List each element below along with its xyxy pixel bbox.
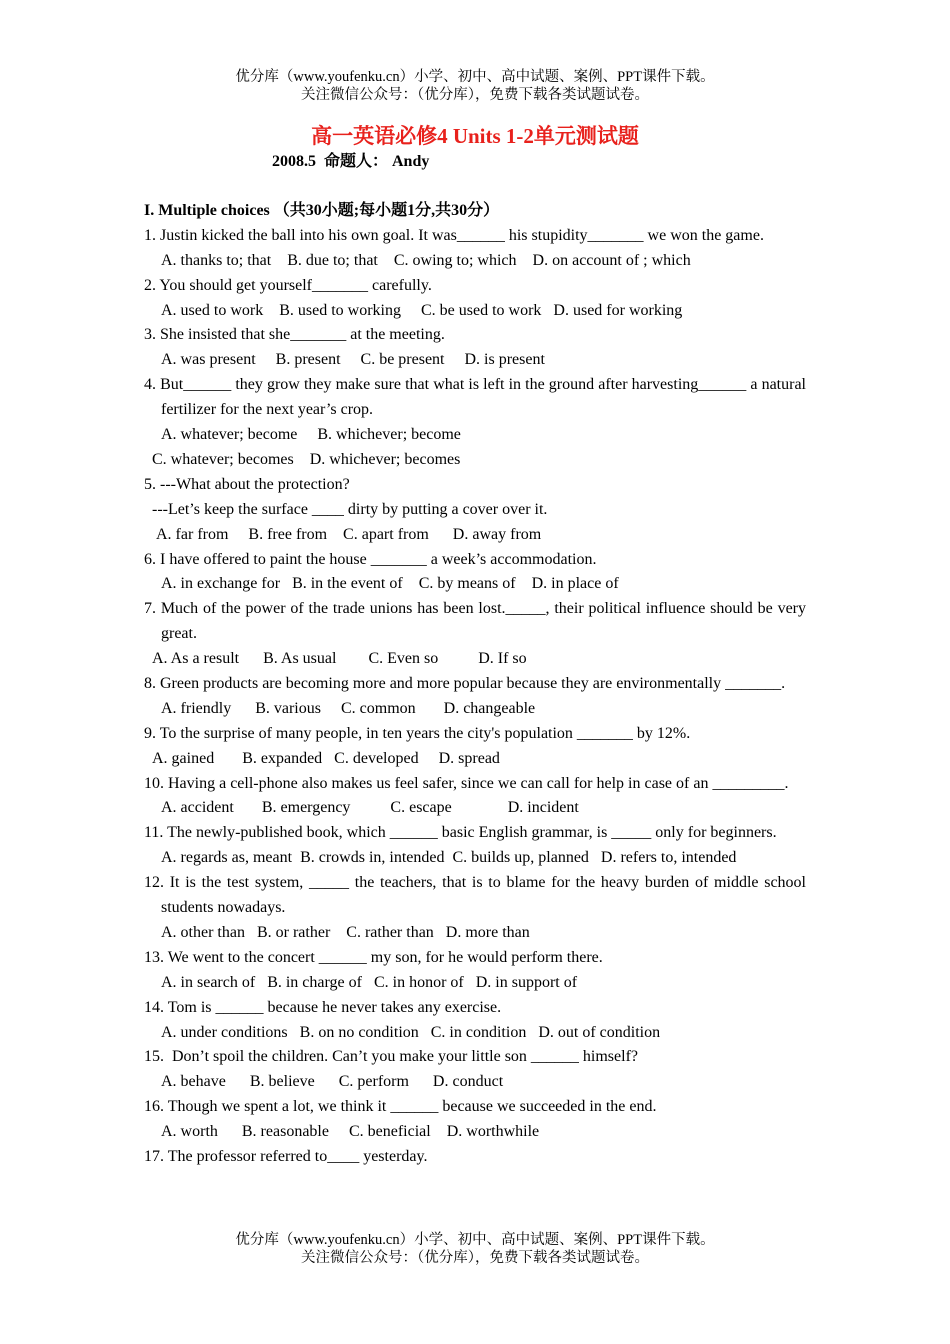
question-15: 15. Don’t spoil the children. Can’t you make your little son ______ himself?	[144, 1048, 639, 1066]
question-12: 12. It is the test system, _____ the teachers, that is to blame for the heavy burden of middle school students nowadays.	[144, 874, 806, 917]
question-14-options: A. under conditions B. on no condition C. in condition D. out of condition	[161, 1023, 661, 1041]
question-2-options: A. used to work B. used to working C. be used to work D. used for working	[161, 301, 683, 319]
question-17: 17. The professor referred to____ yesterday.	[144, 1147, 428, 1165]
header-banner-line-1: 优分库（www.youfenku.cn）小学、初中、高中试题、案例、PPT课件下载。	[235, 69, 715, 85]
header-banner-line-2: 关注微信公众号：（优分库），免费下载各类试题试卷。	[301, 87, 649, 103]
question-list	[144, 199, 806, 1170]
header-banner	[0, 68, 950, 104]
question-9: 9. To the surprise of many people, in ten years the city's population _______ by 12%.	[144, 724, 691, 742]
question-2: 2. You should get yourself_______ carefully.	[144, 276, 432, 294]
question-5-reply: ---Let’s keep the surface ____ dirty by putting a cover over it.	[152, 500, 548, 518]
footer-banner-line-1: 优分库（www.youfenku.cn）小学、初中、高中试题、案例、PPT课件下载。	[235, 1232, 715, 1248]
question-8: 8. Green products are becoming more and more popular because they are environmentally _______.	[144, 674, 786, 692]
page-title: 高一英语必修4 Units 1-2单元测试题	[311, 124, 639, 148]
question-7: 7. Much of the power of the trade unions has been lost._____, their political influence should be very great.	[144, 600, 806, 643]
question-3-options: A. was present B. present C. be present D. is present	[161, 351, 545, 369]
question-11-options: A. regards as, meant B. crowds in, intended C. builds up, planned D. refers to, intended	[161, 849, 737, 867]
question-5: 5. ---What about the protection?	[144, 475, 350, 493]
question-13-options: A. in search of B. in charge of C. in honor of D. in support of	[161, 973, 578, 991]
question-1-options: A. thanks to; that B. due to; that C. owing to; which D. on account of ; which	[161, 251, 691, 269]
question-15-options: A. behave B. believe C. perform D. conduct	[161, 1073, 504, 1091]
question-7-options: A. As a result B. As usual C. Even so D. If so	[152, 650, 527, 668]
footer-banner	[0, 1231, 950, 1267]
question-12-options: A. other than B. or rather C. rather than D. more than	[161, 923, 530, 941]
date: 2008.5	[272, 153, 316, 170]
question-16: 16. Though we spent a lot, we think it ______ because we succeeded in the end.	[144, 1098, 657, 1116]
author: 命题人： Andy	[324, 153, 430, 170]
question-6-options: A. in exchange for B. in the event of C. by means of D. in place of	[161, 575, 619, 593]
footer-banner-line-2: 关注微信公众号：（优分库），免费下载各类试题试卷。	[301, 1250, 649, 1266]
section-heading: I. Multiple choices （共30小题;每小题1分,共30分）	[144, 202, 500, 219]
question-10-options: A. accident B. emergency C. escape D. incident	[161, 799, 579, 817]
question-6: 6. I have offered to paint the house _______ a week’s accommodation.	[144, 550, 597, 568]
question-4-options-c-d: C. whatever; becomes D. whichever; becomes	[152, 450, 461, 468]
date-author-line	[272, 152, 429, 172]
question-8-options: A. friendly B. various C. common D. changeable	[161, 699, 536, 717]
question-4: 4. But______ they grow they make sure that what is left in the ground after harvesting______ a natural fertilizer for the next year’s crop.	[144, 376, 806, 419]
question-14: 14. Tom is ______ because he never takes any exercise.	[144, 998, 502, 1016]
question-13: 13. We went to the concert ______ my son, for he would perform there.	[144, 948, 603, 966]
question-11: 11. The newly-published book, which ______ basic English grammar, is _____ only for beginners.	[144, 824, 777, 842]
question-1: 1. Justin kicked the ball into his own goal. It was______ his stupidity_______ we won the game.	[144, 226, 764, 244]
question-16-options: A. worth B. reasonable C. beneficial D. worthwhile	[161, 1123, 540, 1141]
question-10: 10. Having a cell-phone also makes us feel safer, since we can call for help in case of an _________.	[144, 774, 789, 792]
question-3: 3. She insisted that she_______ at the meeting.	[144, 326, 445, 344]
question-4-options-a-b: A. whatever; become B. whichever; become	[161, 426, 461, 444]
question-5-options: A. far from B. free from C. apart from D. away from	[156, 525, 542, 543]
question-9-options: A. gained B. expanded C. developed D. spread	[152, 749, 500, 767]
